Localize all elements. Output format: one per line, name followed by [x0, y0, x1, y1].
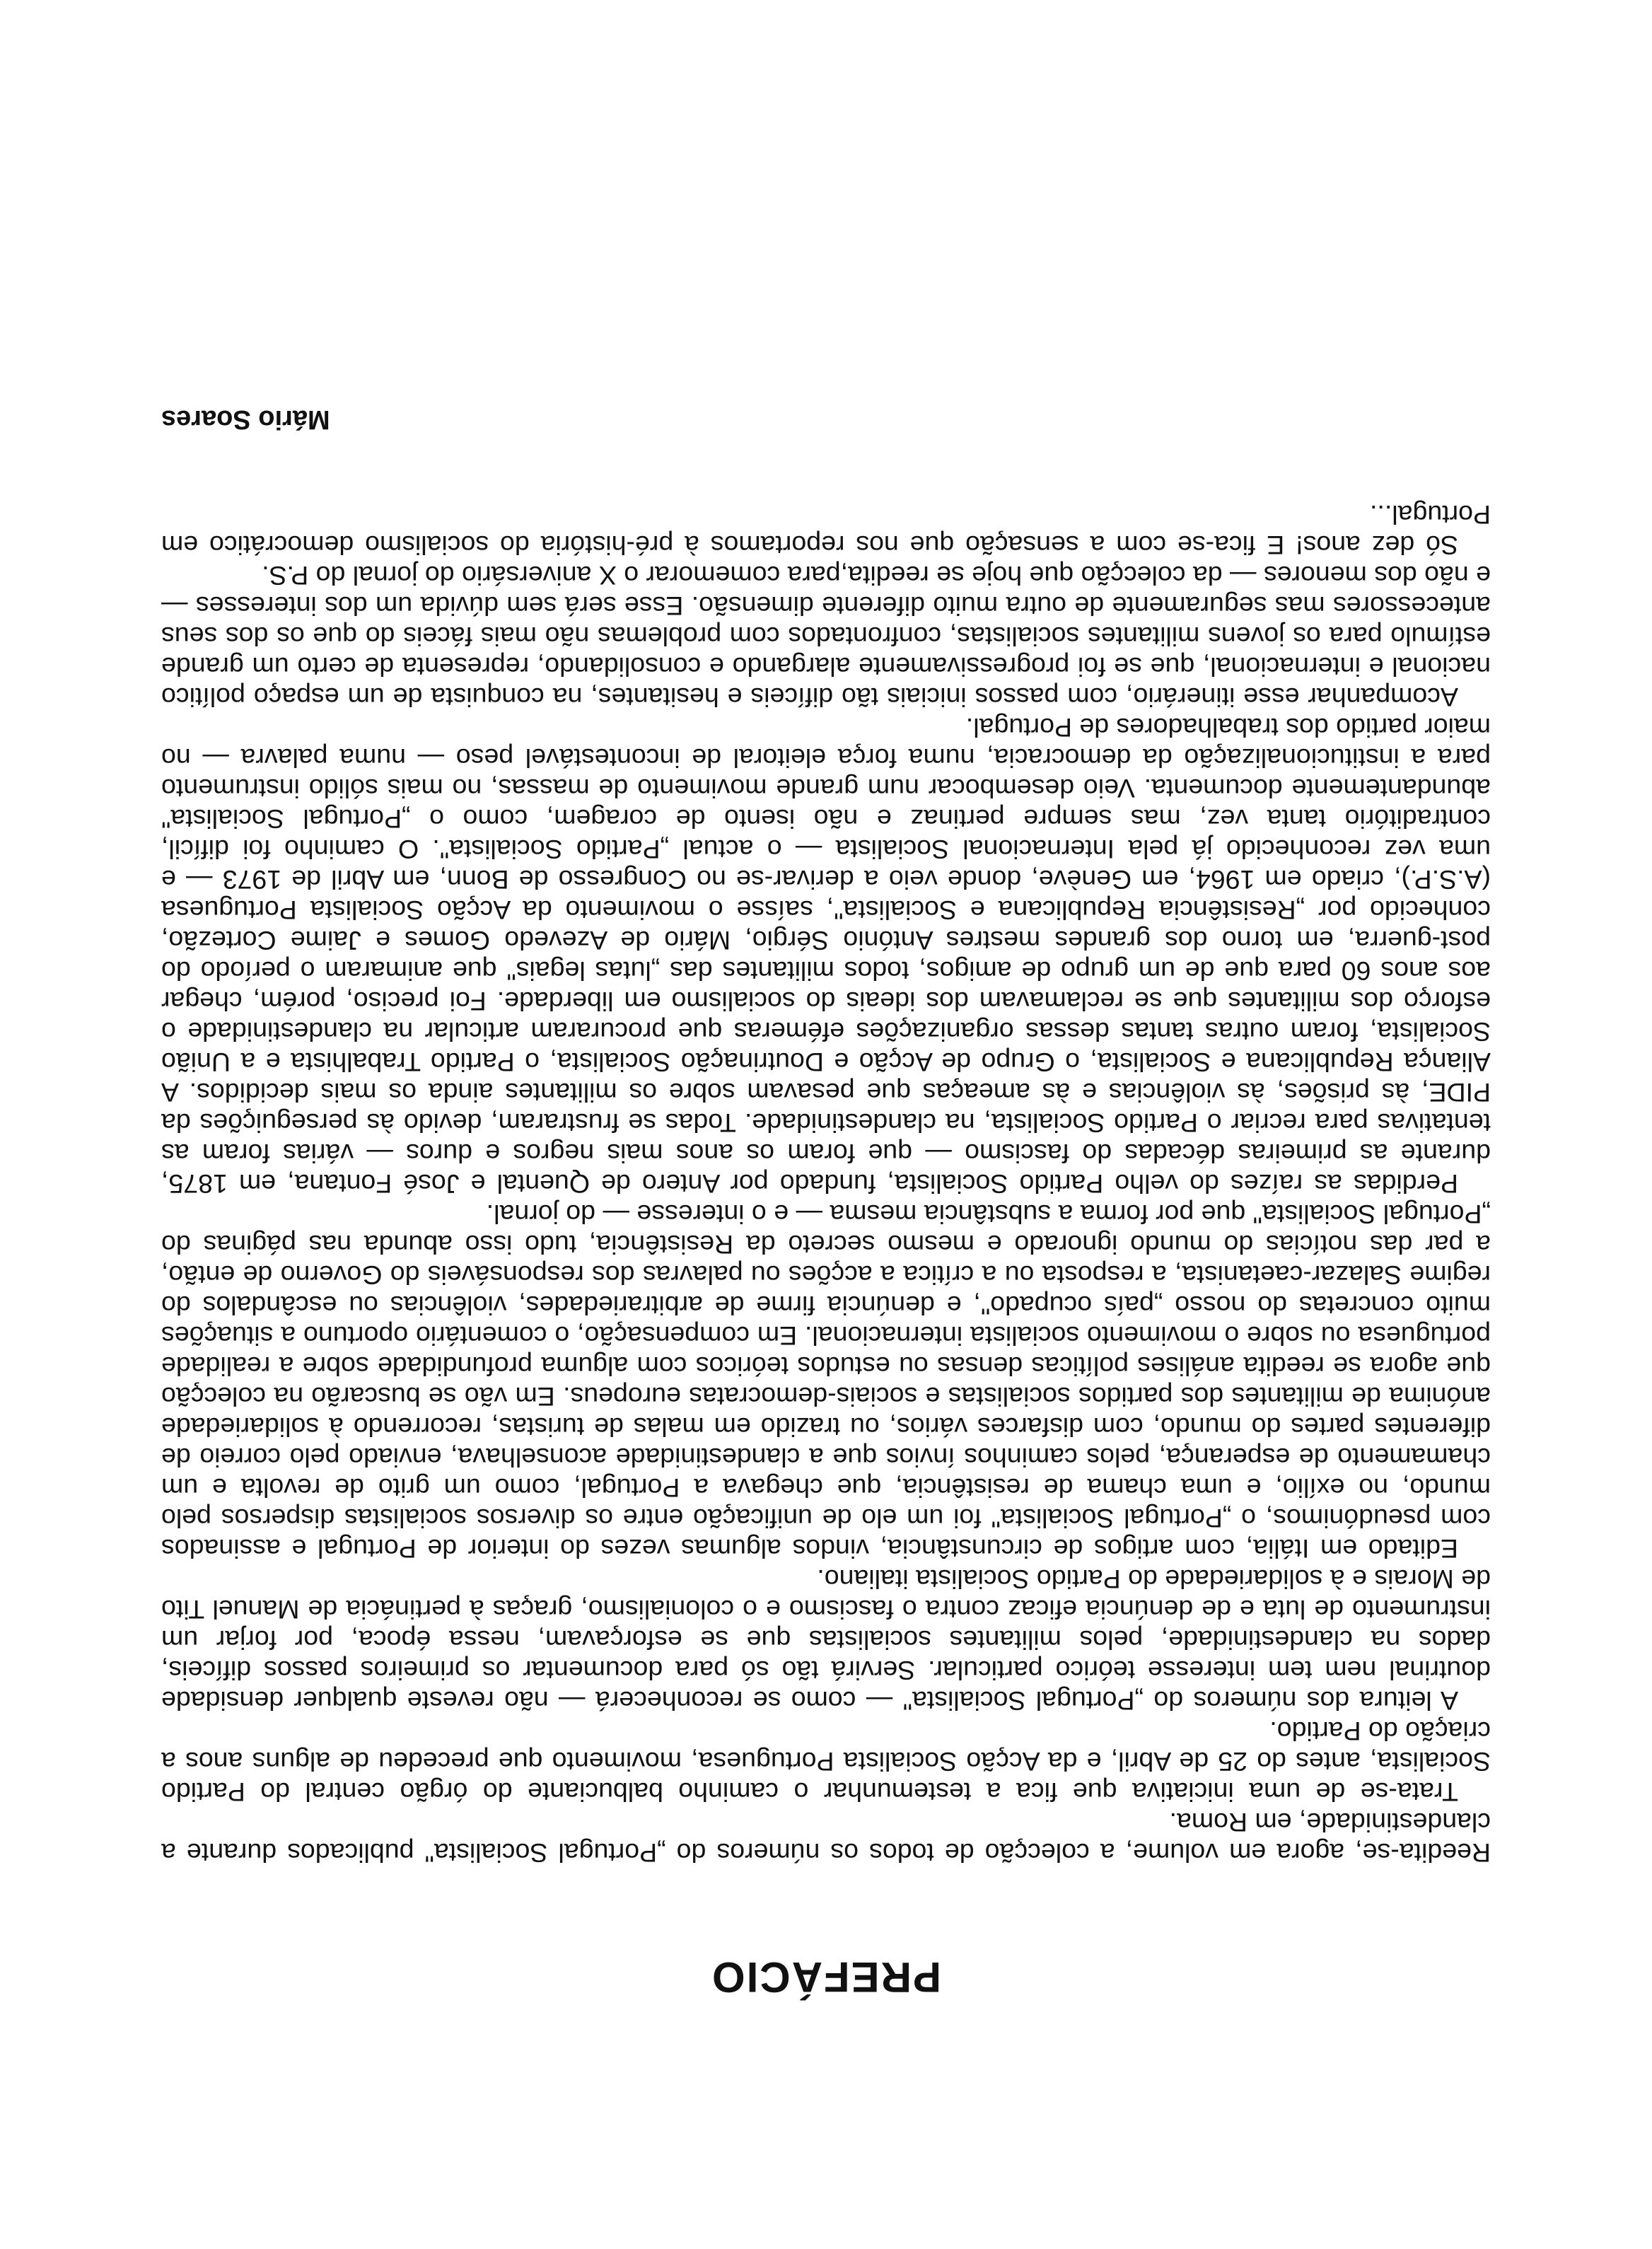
paragraph-4: Editado em Itália, com artigos de circunstância, vindos algumas vezes do interior de Portugal e assinados com pseudónimos, o „Portugal Socialista" foi um elo de unificação entre os diversos socialistas dispersos pelo mundo, no exílio, e uma chama de resistência, que chegava a Portugal, como um grito de revolta e um chamamento de esperança, pelos caminhos ínvios que a clandestinidade aconselhava, enviado pelo correio de diferentes partes do mundo, com disfarces vários, ou trazido em malas de turistas, recorrendo à solidariedade anónima de militantes dos partidos socialistas e sociais-democratas europeus. Em vão se buscarão na colecção que agora se reedita análises políticas densas ou estudos teóricos com alguma profundidade sobre a realidade portuguesa ou sobre o movimento socialista internacional. Em compensação, o comentário oportuno a situações muito concretas do nosso „país ocupado", e denúncia firme de arbitrariedades, violências ou escândalos do regime Salazar-caetanista, a resposta ou a crítica a acções ou palavras dos responsáveis do Governo de então, a par das notícias do mundo ignorado e mesmo secreto da Resistência, tudo isso abunda nas páginas do „Portugal Socialista" que por forma a substância mesma — e o interesse — do jornal.: [161, 1199, 1491, 1564]
author-signature: Mário Soares: [161, 405, 330, 434]
paragraph-2: Trata-se de uma iniciativa que fica a testemunhar o caminho balbuciante do órgão central do Partido Socialista, antes do 25 de Abril, e da Acção Socialista Portuguesa, movimento que precedeu de alguns anos a criação do Partido.: [161, 1716, 1491, 1807]
page-title: PREFÁCIO: [710, 1953, 942, 2001]
paragraph-1: Reedita-se, agora em volume, a colecção de todos os números do „Portugal Socialista" publicados durante a clandestinidade, em Roma.: [161, 1808, 1491, 1868]
paragraph-7: Só dez anos! E fica-se com a sensação que nos reportamos à pré-história do socialismo democrático em Portugal...: [161, 500, 1491, 560]
page-content: [161, 404, 1491, 2001]
paragraph-5: Perdidas as raízes do velho Partido Socialista, fundado por Antero de Quental e José Fontana, em 1875, durante as primeiras décadas do fascismo — que foram os anos mais negros e duros — várias foram as tentativas para recriar o Partido Socialista, na clandestinidade. Todas se frustraram, devido às perseguições da PIDE, às prisões, às violências e às ameaças que pesavam sobre os militantes ainda os mais decididos. A Aliança Republicana e Socialista, o Grupo de Acção e Doutrinação Socialista, o Partido Trabalhista e a União Socialista, foram outras tantas dessas organizações efémeras que procuraram articular na clandestinidade o esforço dos militantes que se reclamavam dos ideais do socialismo em liberdade. Foi preciso, porém, chegar aos anos 60 para que de um grupo de amigos, todos militantes das „lutas legais" que animaram o período do post-guerra, em torno dos grandes mestres António Sérgio, Mário de Azevedo Gomes e Jaime Cortezão, conhecido por „Resistência Republicana e Socialista", saísse o movimento da Acção Socialista Portuguesa (A.S.P.), criado em 1964, em Genève, donde veio a derivar-se no Congresso de Bonn, em Abril de 1973 — e uma vez reconhecido já pela Internacional Socialista — o actual „Partido Socialista". O caminho foi difícil, contraditório tanta vez, mas sempre pertinaz e não isento de coragem, como o „Portugal Socialista" abundantemente documenta. Veio desembocar num grande movimento de massas, no mais sólido instrumento para a institucionalização da democracia, numa força eleitoral de incontestável peso — numa palavra — no maior partido dos trabalhadores de Portugal.: [161, 713, 1491, 1199]
paragraph-6: Acompanhar esse itinerário, com passos iniciais tão difíceis e hesitantes, na conquista de um espaço político nacional e internacional, que se foi progressivamente alargando e consolidando, representa de certo um grande estímulo para os jovens militantes socialistas, confrontados com problemas não mais fáceis do que os dos seus antecessores mas seguramente de outra muito diferente dimensão. Esse será sem dúvida um dos interesses — e não dos menores — da colecção que hoje se reedita,para comemorar o X aniversário do jornal do P.S.: [161, 561, 1491, 712]
paragraph-3: A leitura dos números do „Portugal Socialista" — como se reconhecerá — não reveste qualquer densidade doutrinal nem tem interesse teórico particular. Servirá tão só para documentar os primeiros passos difíceis, dados na clandestinidade, pelos militantes socialistas que se esforçavam, nessa época, por forjar um instrumento de luta e de denúncia eficaz contra o fascismo e o colonialismo, graças à pertinácia de Manuel Tito de Morais e à solidariedade do Partido Socialista italiano.: [161, 1564, 1491, 1716]
